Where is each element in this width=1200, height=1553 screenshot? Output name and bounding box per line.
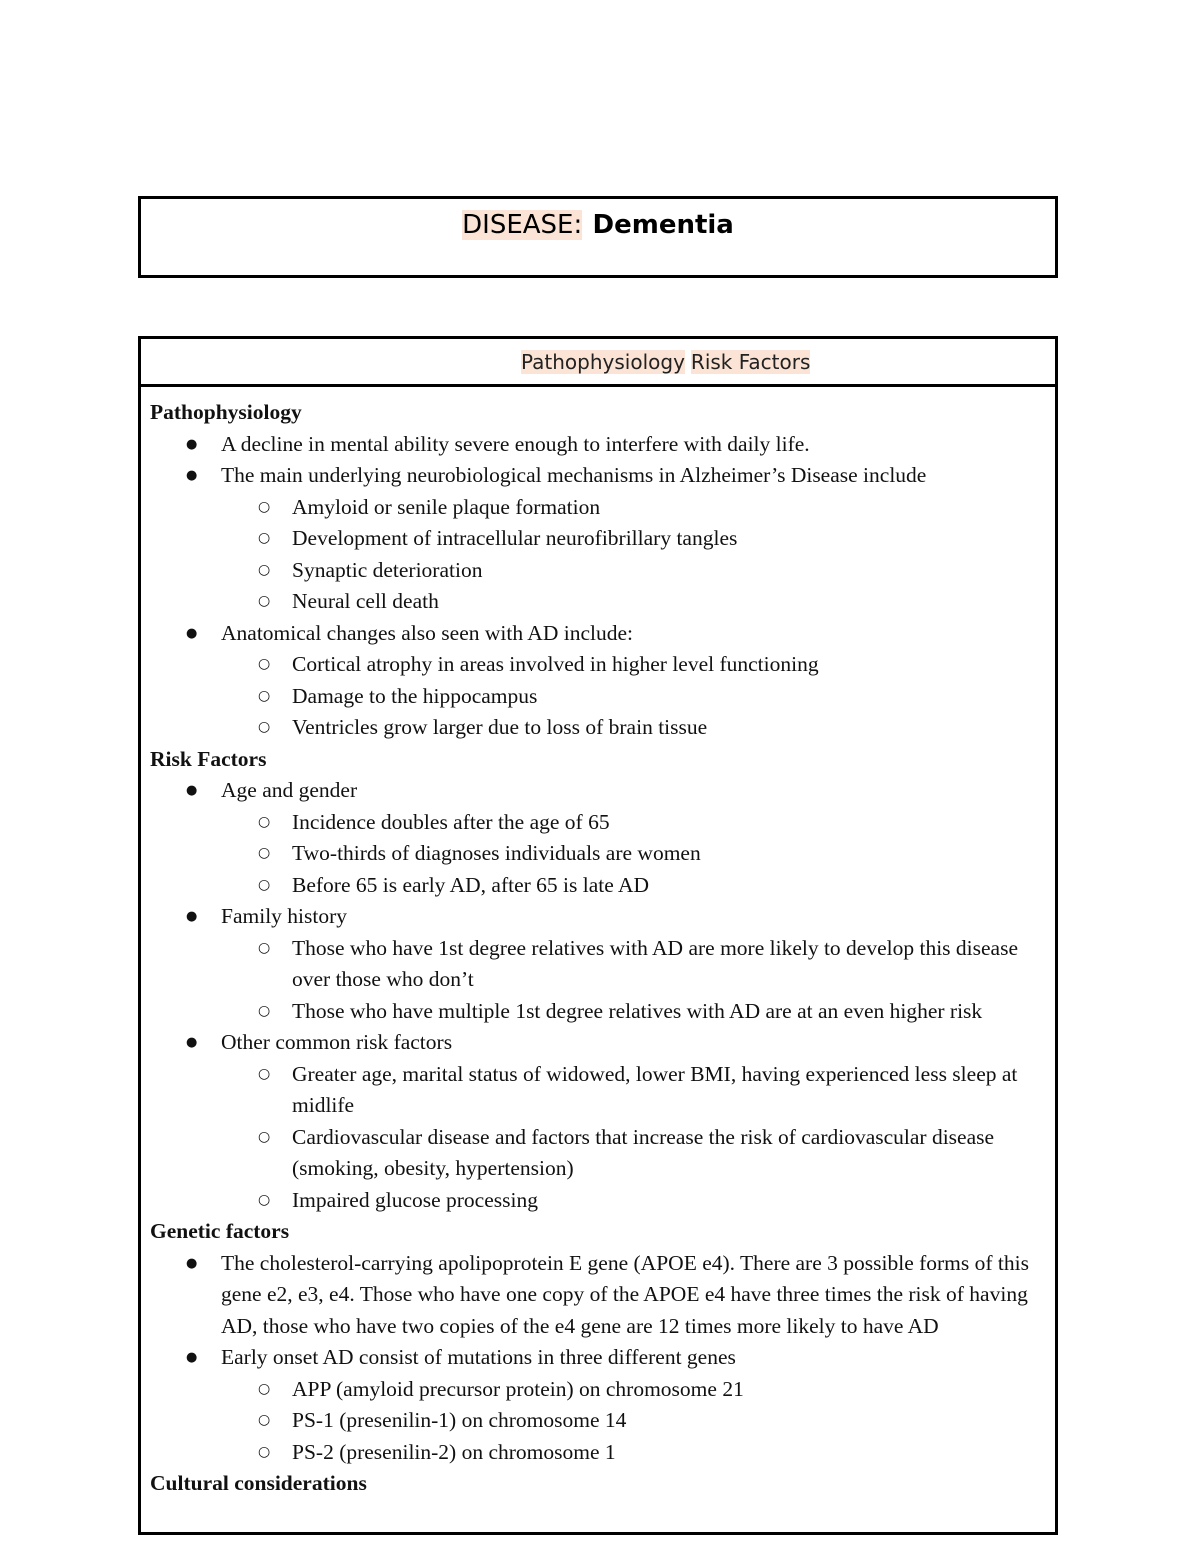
sub-list [221,807,1045,902]
list-item: ● Early onset AD consist of mutations in three different genes ○ APP (amyloid precursor protein) on chromosome 21 ○ PS-1 (presenilin-1) on chromosome 14 ○ PS-2 (presenilin-2) on chromosome 1 [150,1342,1045,1468]
sub-list-item: ○ PS-2 (presenilin-2) on chromosome 1 [221,1437,1045,1469]
table-header [141,339,1055,387]
list-item: ● Age and gender ○ Incidence doubles after the age of 65 ○ Two-thirds of diagnoses individuals are women ○ Before 65 is early AD, after 65 is late AD [150,775,1045,901]
pathophysiology-list [150,429,1045,744]
sub-list-item: ○ Synaptic deterioration [221,555,1045,587]
disease-label: DISEASE: [462,210,583,240]
risk-factors-list [150,775,1045,1216]
sub-list-item: ○ Those who have multiple 1st degree relatives with AD are at an even higher risk [221,996,1045,1028]
content-table [138,336,1058,1535]
sub-list-item: ○ Ventricles grow larger due to loss of brain tissue [221,712,1045,744]
sub-list-item: ○ Impaired glucose processing [221,1185,1045,1217]
sub-list-item: ○ PS-1 (presenilin-1) on chromosome 14 [221,1405,1045,1437]
sub-list-item: ○ Two-thirds of diagnoses individuals are women [221,838,1045,870]
disease-title [141,207,1055,243]
sub-list-item: ○ Damage to the hippocampus [221,681,1045,713]
sub-list-item: ○ APP (amyloid precursor protein) on chromosome 21 [221,1374,1045,1406]
table-header-title [521,348,810,376]
sub-list [221,1374,1045,1469]
list-item: ● A decline in mental ability severe enough to interfere with daily life. [150,429,1045,461]
list-item: ● The main underlying neurobiological mechanisms in Alzheimer’s Disease include ○ Amyloid or senile plaque formation ○ Development of intracellular neurofibrillary tangles ○ Synaptic deterioration ○ Neural cell death [150,460,1045,618]
sub-list [221,492,1045,618]
sub-list-item: ○ Before 65 is early AD, after 65 is late AD [221,870,1045,902]
heading-pathophysiology: Pathophysiology [150,400,302,424]
disease-name: Dementia [592,210,734,240]
header-pathophysiology: Pathophysiology [521,350,685,374]
sub-list-item: ○ Development of intracellular neurofibrillary tangles [221,523,1045,555]
table-body [141,387,1055,1500]
sub-list [221,649,1045,744]
sub-list-item: ○ Cortical atrophy in areas involved in higher level functioning [221,649,1045,681]
list-item: ● Other common risk factors ○ Greater age, marital status of widowed, lower BMI, having experienced less sleep at midlife ○ Cardiovascular disease and factors that increase the risk of cardiovascular disease (smoking, obesity, hypertension) ○ Impaired glucose processing [150,1027,1045,1216]
list-item: ● The cholesterol-carrying apolipoprotein E gene (APOE e4). There are 3 possible forms of this gene e2, e3, e4. Those who have one copy of the APOE e4 have three times the risk of having AD, those who have two copies of the e4 gene are 12 times more likely to have AD [150,1248,1045,1343]
sub-list-item: ○ Amyloid or senile plaque formation [221,492,1045,524]
sub-list-item: ○ Those who have 1st degree relatives with AD are more likely to develop this disease over those who don’t [221,933,1045,996]
sub-list-item: ○ Incidence doubles after the age of 65 [221,807,1045,839]
heading-cultural-considerations: Cultural considerations [150,1471,367,1495]
list-item: ● Anatomical changes also seen with AD include: ○ Cortical atrophy in areas involved in higher level functioning ○ Damage to the hippocampus ○ Ventricles grow larger due to loss of brain tissue [150,618,1045,744]
list-item: ● Family history ○ Those who have 1st degree relatives with AD are more likely to develop this disease over those who don’t ○ Those who have multiple 1st degree relatives with AD are at an even higher risk [150,901,1045,1027]
sub-list-item: ○ Neural cell death [221,586,1045,618]
sub-list-item: ○ Greater age, marital status of widowed, lower BMI, having experienced less sleep at midlife [221,1059,1045,1122]
heading-risk-factors: Risk Factors [150,746,267,771]
heading-genetic-factors: Genetic factors [150,1219,290,1243]
genetic-factors-list [150,1248,1045,1469]
sub-list [221,933,1045,1028]
sub-list [221,1059,1045,1217]
sub-list-item: ○ Cardiovascular disease and factors that increase the risk of cardiovascular disease (smoking, obesity, hypertension) [221,1122,1045,1185]
disease-title-box [138,196,1058,278]
header-risk-factors: Risk Factors [690,350,811,374]
